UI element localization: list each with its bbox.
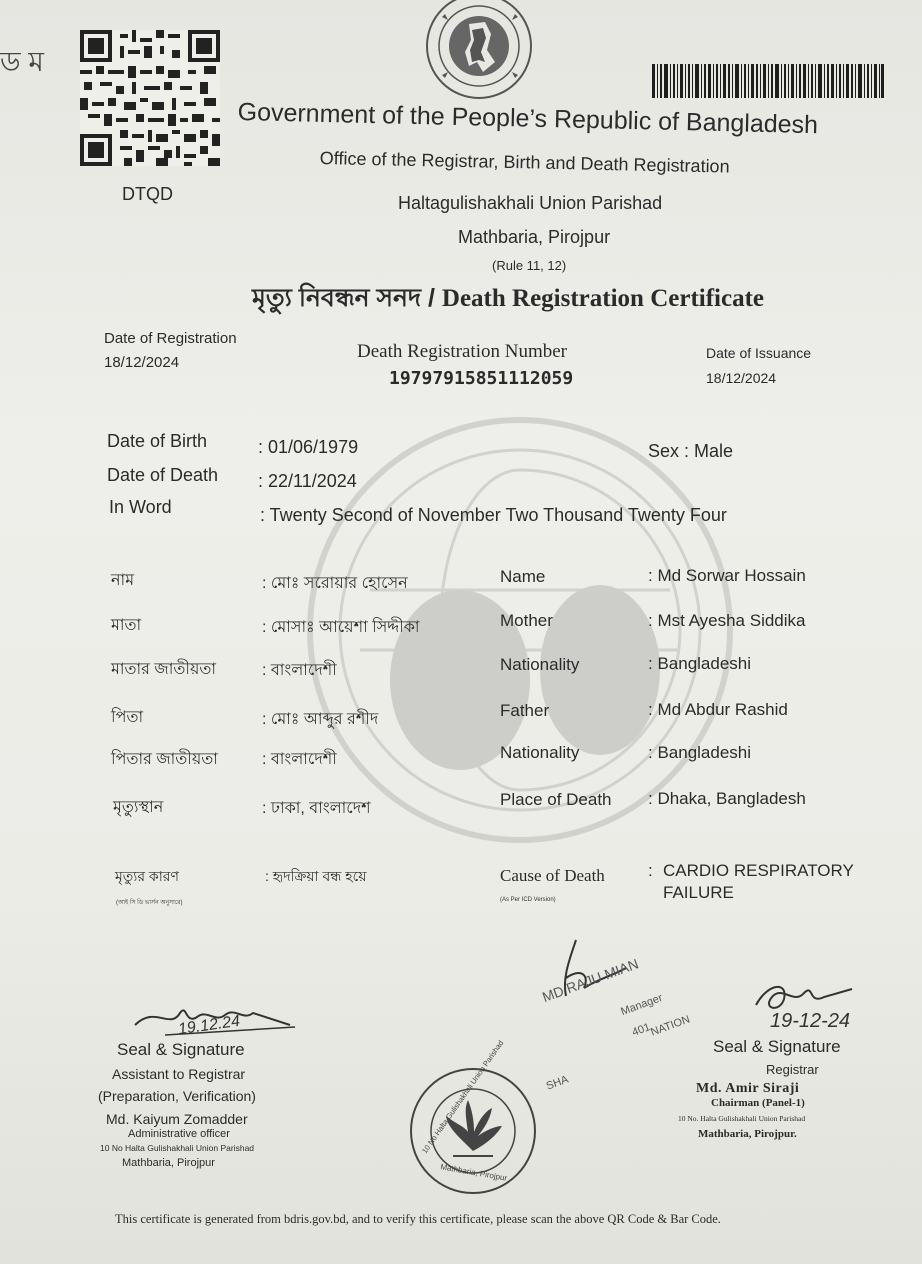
issuance-date-value: 18/12/2024 [706, 370, 777, 386]
detail-bn-value: : মোঃ আব্দুর রশীদ [262, 711, 379, 728]
cause-bn-note: (আই সি ডি ভার্সন অনুসারে) [116, 900, 183, 906]
death-date-label: Date of Death [107, 465, 219, 485]
detail-bn-label: মাতা [111, 617, 142, 634]
death-date-value: : 22/11/2024 [258, 471, 357, 491]
edge-marks: ড ম [0, 46, 44, 77]
detail-en-value: : Mst Ayesha Siddika [648, 611, 806, 630]
detail-en-value: : Dhaka, Bangladesh [648, 789, 806, 808]
sex-field: Sex : Male [648, 441, 734, 461]
in-word-value: : Twenty Second of November Two Thousand Twenty Four [260, 505, 727, 525]
assistant-role-detail: (Preparation, Verification) [98, 1088, 256, 1104]
registrar-role: Registrar [766, 1062, 819, 1077]
certificate-title [252, 278, 764, 321]
detail-en-label: Name [500, 567, 546, 586]
title-bangla: মৃত্যু নিবন্ধন সনদ [252, 284, 422, 312]
manager-stamp-role: Manager [619, 991, 665, 1019]
manager-stamp-number: 401 [630, 1021, 652, 1039]
detail-bn-value: : মোসাঃ আয়েশা সিদ্দীকা [262, 619, 420, 636]
in-word-label: In Word [109, 497, 172, 517]
detail-bn-value: : বাংলাদেশী [262, 751, 337, 768]
assistant-title: Administrative officer [128, 1128, 230, 1140]
government-heading: Government of the People’s Republic of Bangladesh [237, 98, 819, 140]
detail-en-label: Father [500, 701, 550, 720]
registrar-name: Md. Amir Siraji [696, 1081, 800, 1096]
manager-stamp-extra: SHA [544, 1073, 570, 1093]
detail-bn-label: পিতা [111, 709, 144, 726]
location-heading: Mathbaria, Pirojpur [458, 227, 611, 247]
cause-bn-value: : হৃদক্রিয়া বন্ধ হয়ে [265, 868, 367, 884]
assistant-handwritten-date: 19.12.24 [177, 1012, 242, 1039]
detail-bn-label: মাতার জাতীয়তা [111, 661, 217, 678]
issuance-date-label: Date of Issuance [706, 345, 812, 361]
detail-en-label: Nationality [500, 743, 580, 762]
seal-ring-text: 10 No Halta Gulishakhali Union Parishad [420, 1038, 506, 1156]
detail-bn-label: নাম [111, 572, 135, 589]
detail-bn-label: মৃত্যুস্থান [113, 799, 164, 816]
qr-code[interactable] [80, 30, 220, 166]
detail-bn-value: : বাংলাদেশী [262, 662, 337, 679]
verification-footer: This certificate is generated from bdris.gov.bd, and to verify this certificate, please scan the above QR Code & Bar Code. [115, 1212, 721, 1226]
rule-reference: (Rule 11, 12) [492, 258, 567, 273]
cause-en-value-line2: FAILURE [663, 883, 734, 902]
title-english: Death Registration Certificate [441, 285, 765, 312]
cause-bn-label: মৃত্যুর কারণ [115, 868, 179, 884]
title-separator: / [421, 284, 442, 312]
cause-en-value-line1: CARDIO RESPIRATORY [663, 861, 854, 880]
assistant-role: Assistant to Registrar [112, 1066, 246, 1082]
registration-date-label: Date of Registration [104, 330, 237, 347]
detail-en-value: : Bangladeshi [648, 743, 752, 762]
registrar-office: 10 No. Halta Gulishakhali Union Parishad [678, 1114, 806, 1123]
detail-bn-value: : ঢাকা, বাংলাদেশ [262, 800, 371, 817]
office-heading: Office of the Registrar, Birth and Death Registration [319, 148, 730, 177]
registration-date-value: 18/12/2024 [104, 354, 180, 371]
registrar-seal-label: Seal & Signature [713, 1037, 841, 1056]
birth-date-value: : 01/06/1979 [258, 437, 359, 457]
detail-en-label: Mother [500, 611, 553, 630]
assistant-office: 10 No Halta Gulishakhali Union Parishad [100, 1143, 255, 1153]
government-emblem-logo [425, 0, 533, 104]
assistant-place: Mathbaria, Pirojpur [122, 1157, 215, 1169]
manager-stamp-name: MD RAJU MIAN [540, 955, 641, 1006]
detail-en-label: Place of Death [500, 790, 612, 809]
qr-code-label: DTQD [122, 184, 173, 204]
registration-number-label: Death Registration Number [357, 341, 568, 362]
detail-en-value: : Md Abdur Rashid [648, 700, 788, 719]
cause-en-label: Cause of Death [500, 866, 605, 885]
birth-date-label: Date of Birth [107, 431, 208, 451]
detail-bn-value: : মোঃ সরোয়ার হোসেন [262, 575, 408, 592]
detail-bn-label: পিতার জাতীয়তা [111, 751, 218, 768]
cause-en-note: (As Per ICD Version) [500, 897, 556, 903]
seal-bottom-text: Mathbaria, Pirojpur [439, 1162, 508, 1183]
assistant-seal-label: Seal & Signature [117, 1040, 245, 1059]
registrar-title: Chairman (Panel-1) [711, 1097, 805, 1109]
registration-number-value: 19797915851112059 [389, 368, 574, 389]
registrar-place: Mathbaria, Pirojpur. [698, 1128, 797, 1140]
registrar-handwritten-date: 19-12-24 [770, 1010, 851, 1032]
manager-stamp-dept: NATION [649, 1013, 692, 1039]
assistant-name: Md. Kaiyum Zomadder [106, 1111, 248, 1127]
detail-en-label: Nationality [500, 655, 580, 674]
cause-en-colon: : [648, 861, 653, 880]
detail-en-value: : Md Sorwar Hossain [648, 566, 806, 585]
union-heading: Haltagulishakhali Union Parishad [398, 193, 663, 213]
detail-en-value: : Bangladeshi [648, 654, 752, 673]
barcode[interactable] [652, 64, 884, 98]
